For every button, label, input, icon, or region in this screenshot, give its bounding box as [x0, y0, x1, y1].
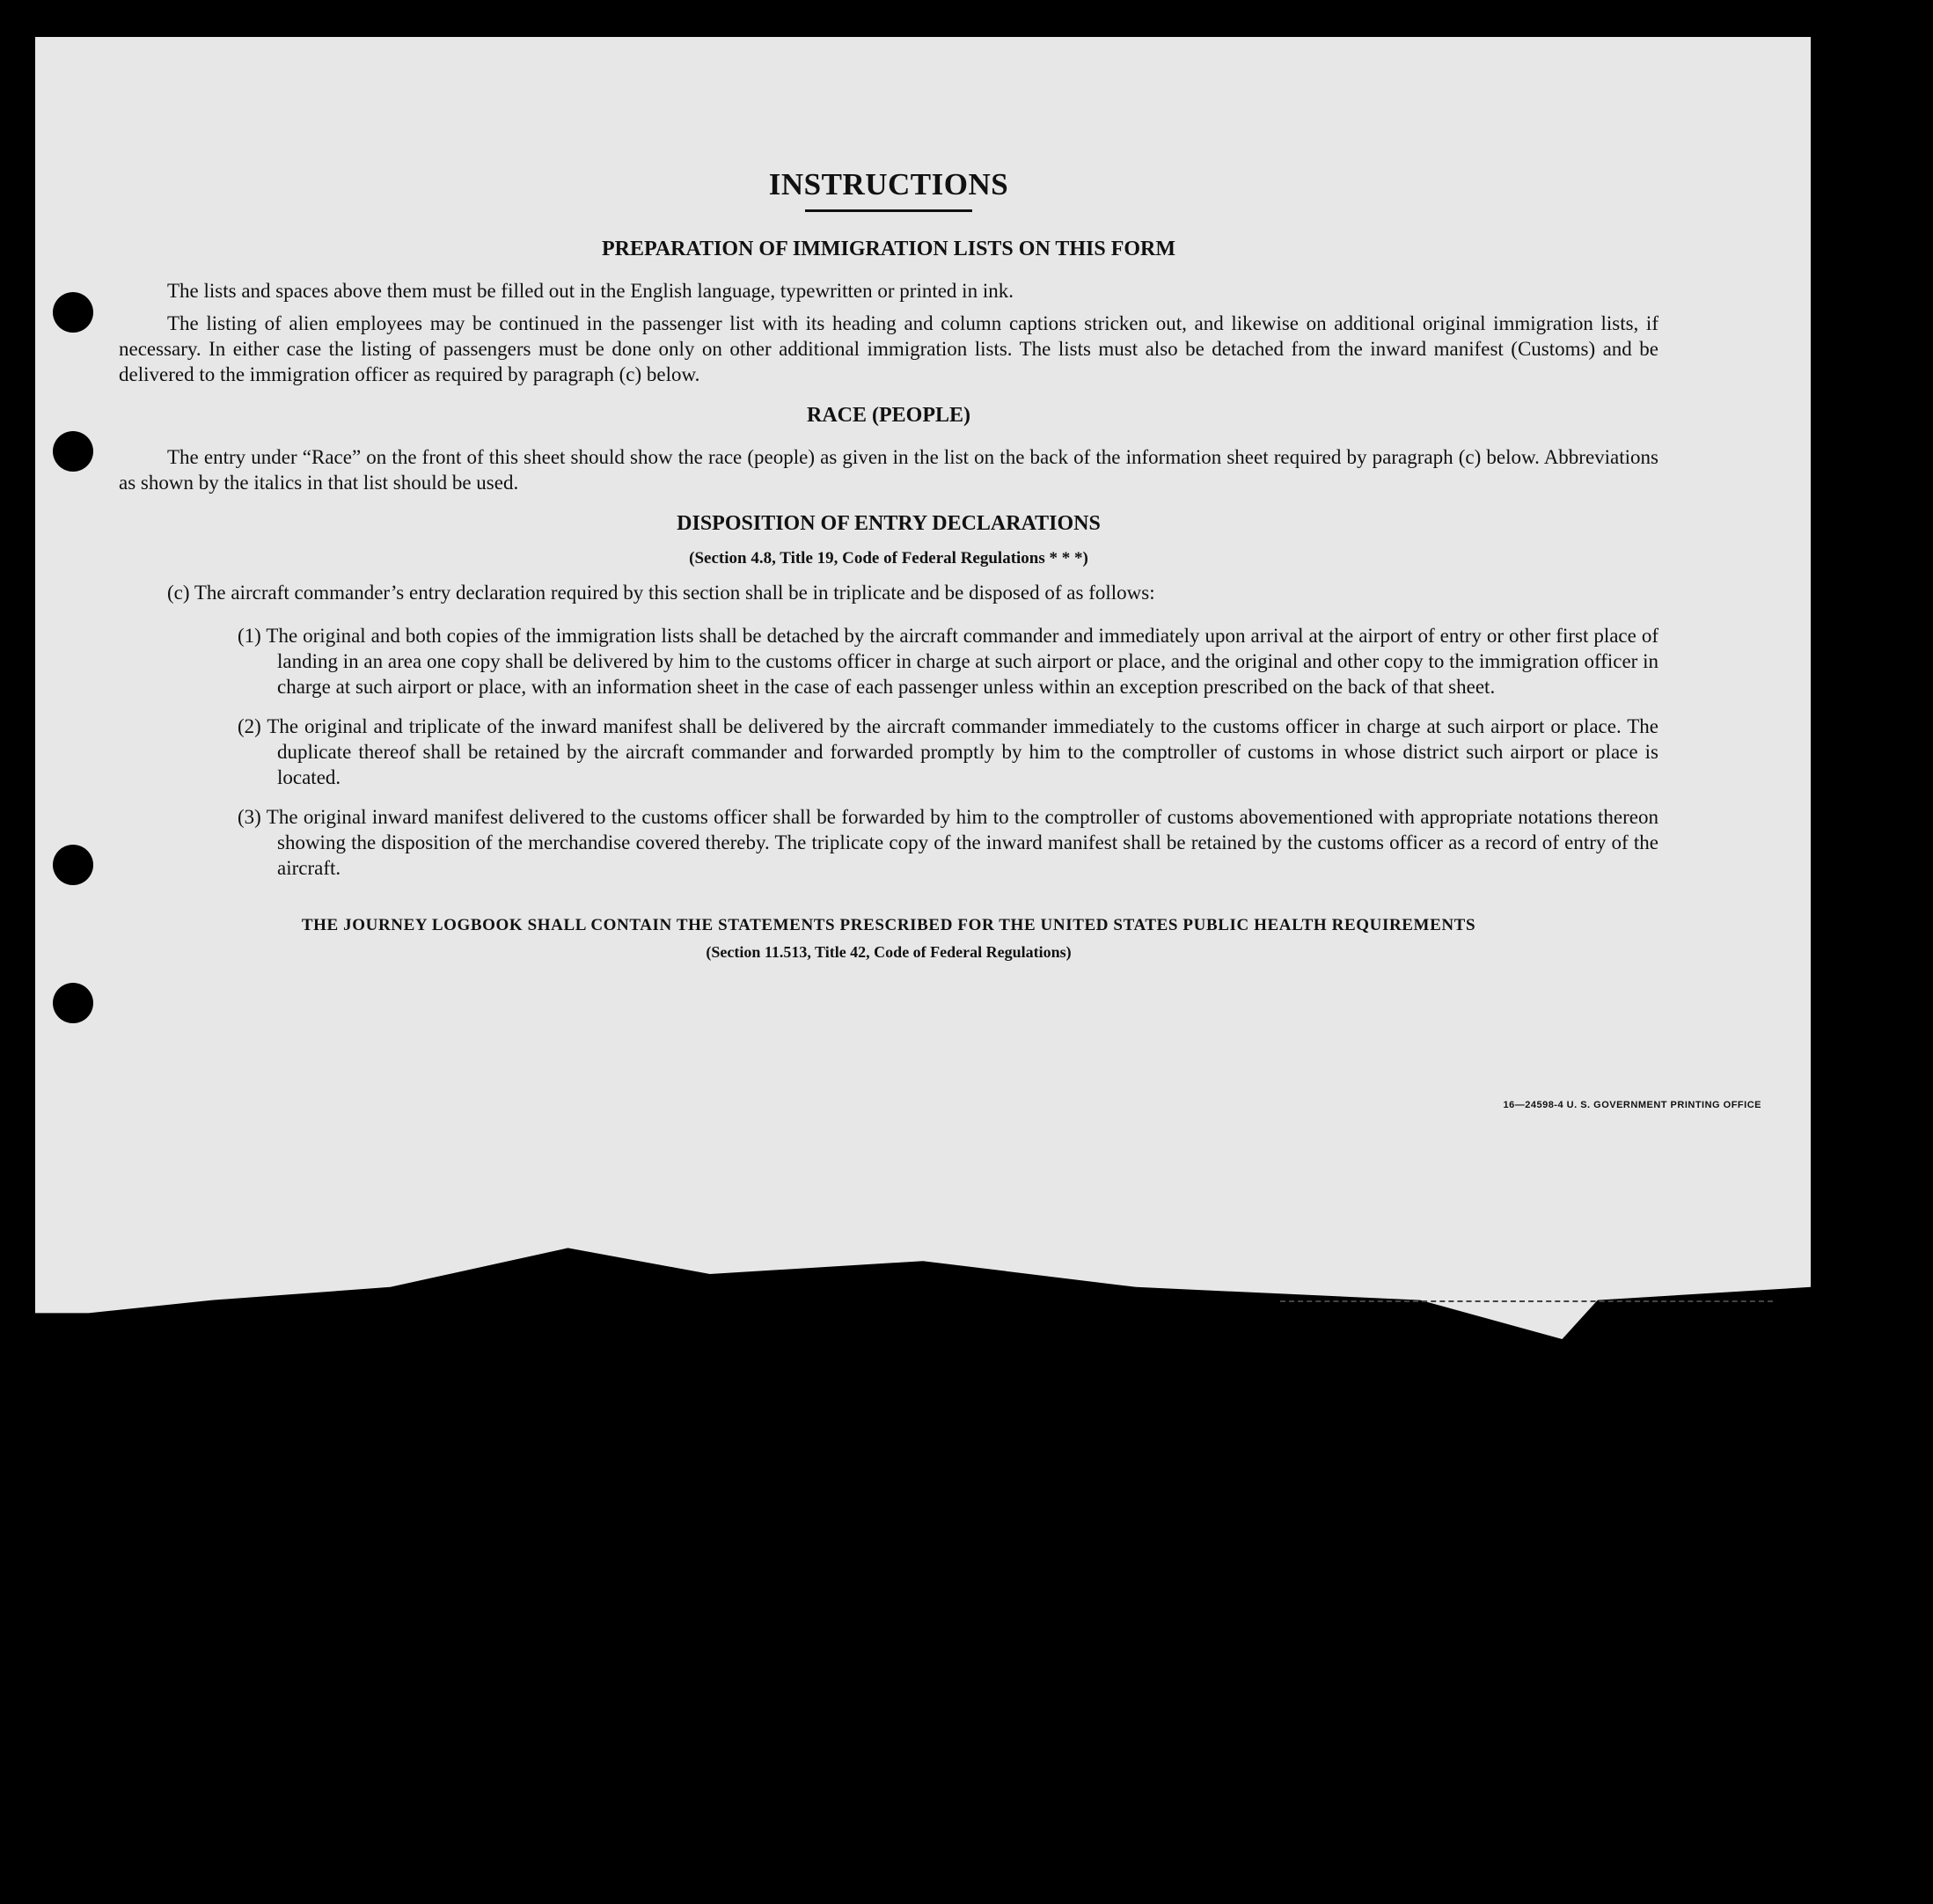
punch-hole: [53, 983, 93, 1023]
paragraph: The entry under “Race” on the front of this sheet should show the race (people) as given in the list on the back of the information sheet required by paragraph (c) below. Abbreviations as shown by the italics in that list should be used.: [119, 446, 1658, 494]
list-item: (2) The original and triplicate of the inward manifest shall be delivered by the aircraft commander immediately to the customs officer in charge at such airport or place. The duplicate thereof shall be retained by the aircraft commander and forwarded promptly by him to the comptroller of customs in whose district such airport or place is located.: [238, 715, 1658, 788]
punch-hole: [53, 292, 93, 333]
page-title: INSTRUCTIONS: [768, 167, 1009, 201]
document-body: [119, 167, 1658, 965]
clause-intro: (c) The aircraft commander’s entry declaration required by this section shall be in triplicate and be disposed of as follows:: [167, 582, 1155, 604]
paragraph: The lists and spaces above them must be filled out in the English language, typewritten or printed in ink.: [167, 280, 1014, 302]
list-item: (3) The original inward manifest delivered to the customs officer shall be forwarded by him to the comptroller of customs abovementioned with appropriate notations thereon showing the disposition of the merchandise covered thereby. The triplicate copy of the inward manifest shall be retained by the customs officer as a record of entry of the aircraft.: [238, 806, 1658, 879]
footer-statement: THE JOURNEY LOGBOOK SHALL CONTAIN THE STATEMENTS PRESCRIBED FOR THE UNITED STATES PUBLIC HEALTH REQUIREMENTS: [301, 916, 1476, 934]
section-heading-race: RACE (PEOPLE): [807, 404, 970, 427]
section-citation: (Section 4.8, Title 19, Code of Federal Regulations * * *): [689, 549, 1088, 568]
title-rule: [805, 209, 972, 212]
paragraph: The listing of alien employees may be continued in the passenger list with its heading and column captions stricken out, and likewise on additional original immigration lists, if necessary. In either case the listing of passengers must be done only on other additional immigration lists. The lists must also be detached from the inward manifest (Customs) and be delivered to the immigration officer as required by paragraph (c) below.: [119, 312, 1658, 385]
section-heading-preparation: PREPARATION OF IMMIGRATION LISTS ON THIS FORM: [601, 238, 1176, 260]
printer-mark: 16—24598-4 U. S. GOVERNMENT PRINTING OFFICE: [1503, 1100, 1761, 1110]
list-item: (1) The original and both copies of the immigration lists shall be detached by the aircraft commander and immediately upon arrival at the airport of entry or other first place of landing in an area one copy shall be delivered by him to the customs officer in charge at such airport or place, and the original and other copy to the immigration officer in charge at such airport or place, with an information sheet in the case of each passenger unless within an exception prescribed on the back of that sheet.: [238, 625, 1658, 698]
tear-line: [1280, 1300, 1773, 1302]
section-heading-disposition: DISPOSITION OF ENTRY DECLARATIONS: [677, 512, 1101, 535]
punch-hole: [53, 431, 93, 472]
footer-citation: (Section 11.513, Title 42, Code of Federal Regulations): [706, 943, 1072, 961]
punch-hole: [53, 845, 93, 885]
